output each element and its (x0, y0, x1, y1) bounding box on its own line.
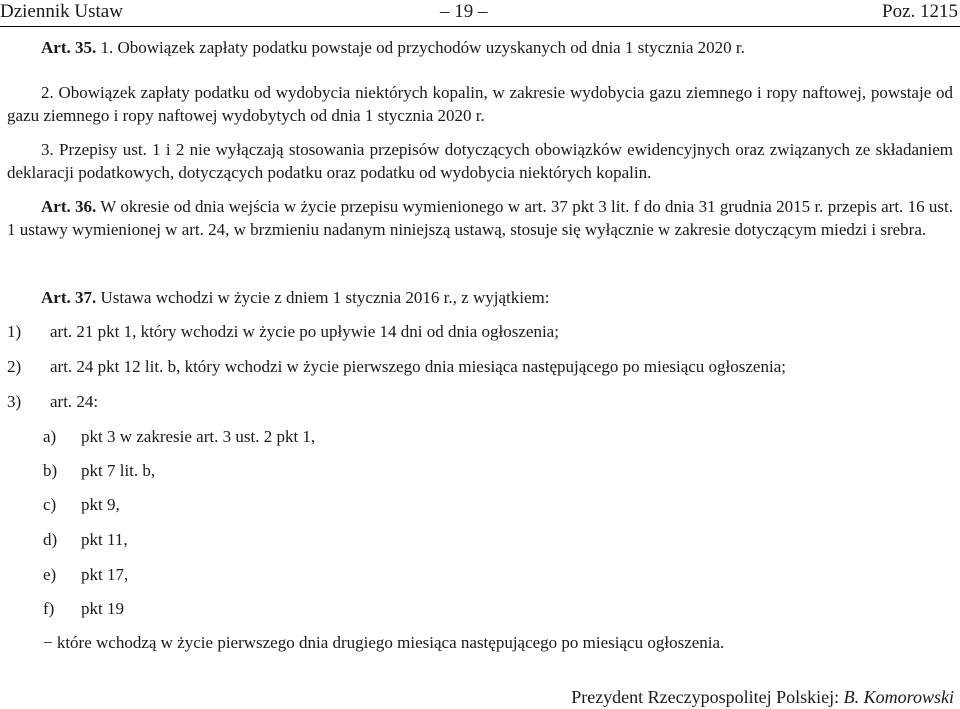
list-item-text: art. 24 pkt 12 lit. b, który wchodzi w życie pierwszego dnia miesiąca następującego po miesiącu ogłoszenia; (50, 357, 786, 376)
list-item-number: 2) (7, 357, 22, 376)
page-header (0, 0, 960, 27)
art37-intro-text: Ustawa wchodzi w życie z dniem 1 stycznia 2016 r., z wyjątkiem: (96, 288, 550, 307)
list-item-text: art. 24: (50, 392, 99, 411)
closing-clause: − które wchodzą w życie pierwszego dnia drugiego miesiąca następującego po miesiącu ogłoszenia. (43, 633, 725, 652)
art37-label: Art. 37. (41, 288, 97, 307)
sub-item-letter: c) (43, 495, 57, 514)
sub-item-text: pkt 7 lit. b, (81, 461, 156, 480)
art37-intro (7, 286, 953, 309)
art35-label: Art. 35. (41, 38, 97, 57)
sub-item-text: pkt 19 (81, 599, 124, 618)
list-item-number: 3) (7, 392, 22, 411)
signatory-name: B. Komorowski (843, 687, 954, 707)
art35-para3: 3. Przepisy ust. 1 i 2 nie wyłączają stosowania przepisów dotyczących obowiązków ewidencyjnych oraz związanych ze składaniem deklaracji podatkowych, dotyczących podatku oraz podatku od wydobycia niektórych kopalin. (7, 140, 953, 182)
sub-item-text: pkt 3 w zakresie art. 3 ust. 2 pkt 1, (81, 427, 316, 446)
sub-item-letter: d) (43, 530, 58, 549)
sub-item-letter: e) (43, 565, 57, 584)
art35-para1 (7, 36, 953, 59)
journal-name: Dziennik Ustaw (0, 1, 123, 22)
art35-para2: 2. Obowiązek zapłaty podatku od wydobycia niektórych kopalin, w zakresie wydobycia gazu ziemnego i ropy naftowej, powstaje od gazu ziemnego i ropy naftowej wydobytych od dnia 1 stycznia 2020 r. (7, 83, 953, 125)
art35-para1-text: 1. Obowiązek zapłaty podatku powstaje od przychodów uzyskanych od dnia 1 stycznia 2020 r. (96, 38, 745, 57)
art36-text: W okresie od dnia wejścia w życie przepisu wymienionego w art. 37 pkt 3 lit. f do dnia 31 grudnia 2015 r. przepis art. 16 ust. 1 ustawy wymienionej w art. 24, w brzmieniu nadanym niniejszą ustawą, stosuje się wyłącznie w zakresie dotyczącym miedzi i srebra. (7, 197, 954, 239)
sub-item-letter: b) (43, 461, 58, 480)
signature-line (571, 686, 954, 708)
sub-item-text: pkt 11, (81, 530, 128, 549)
art36-paragraph (7, 195, 953, 241)
sub-item-letter: f) (43, 599, 55, 618)
sub-item-letter: a) (43, 427, 57, 446)
signatory-title: Prezydent Rzeczypospolitej Polskiej: (571, 687, 844, 707)
sub-item-text: pkt 17, (81, 565, 129, 584)
sub-item-text: pkt 9, (81, 495, 120, 514)
art36-label: Art. 36. (41, 197, 97, 216)
list-item-number: 1) (7, 322, 22, 341)
position-number: Poz. 1215 (882, 1, 958, 22)
page-number: – 19 – (440, 1, 488, 22)
list-item-text: art. 21 pkt 1, który wchodzi w życie po upływie 14 dni od dnia ogłoszenia; (50, 322, 559, 341)
